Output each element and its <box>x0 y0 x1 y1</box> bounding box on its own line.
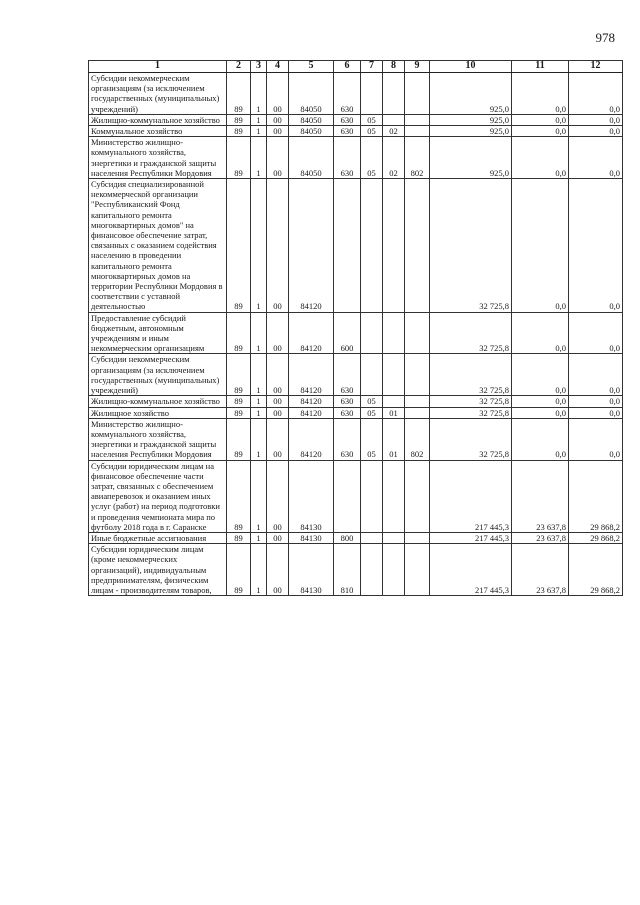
cell-col-10: 32 725,8 <box>430 312 512 354</box>
cell-col-10: 925,0 <box>430 73 512 115</box>
cell-col-12: 29 868,2 <box>569 544 623 596</box>
cell-col-6 <box>334 460 361 532</box>
cell-col-5: 84120 <box>289 396 334 407</box>
table-row <box>89 544 623 596</box>
cell-col-7 <box>361 354 383 396</box>
cell-col-10: 32 725,8 <box>430 418 512 460</box>
cell-col-8 <box>383 544 405 596</box>
cell-col-7: 05 <box>361 126 383 137</box>
cell-col-12: 0,0 <box>569 179 623 313</box>
cell-col-11: 0,0 <box>512 137 569 179</box>
cell-col-5: 84120 <box>289 354 334 396</box>
table-row <box>89 126 623 137</box>
cell-col-2: 89 <box>227 312 251 354</box>
cell-col-6 <box>334 179 361 313</box>
cell-col-4: 00 <box>267 544 289 596</box>
cell-col-10: 32 725,8 <box>430 179 512 313</box>
column-header: 11 <box>512 61 569 73</box>
cell-col-10: 32 725,8 <box>430 407 512 418</box>
cell-col-8 <box>383 73 405 115</box>
cell-col-9 <box>405 532 430 543</box>
cell-col-3: 1 <box>251 532 267 543</box>
cell-col-6: 630 <box>334 137 361 179</box>
cell-col-11: 23 637,8 <box>512 544 569 596</box>
table-header-row <box>89 61 623 73</box>
cell-col-8 <box>383 396 405 407</box>
cell-col-8 <box>383 114 405 125</box>
cell-col-7: 05 <box>361 137 383 179</box>
cell-col-5: 84050 <box>289 114 334 125</box>
cell-col-10: 925,0 <box>430 137 512 179</box>
cell-col-12: 0,0 <box>569 354 623 396</box>
cell-col-12: 29 868,2 <box>569 532 623 543</box>
cell-col-7 <box>361 73 383 115</box>
cell-col-11: 0,0 <box>512 354 569 396</box>
cell-col-9 <box>405 312 430 354</box>
cell-col-2: 89 <box>227 137 251 179</box>
table-row <box>89 179 623 313</box>
cell-col-9 <box>405 73 430 115</box>
cell-col-7 <box>361 460 383 532</box>
cell-col-9 <box>405 179 430 313</box>
column-header: 10 <box>430 61 512 73</box>
page-number: 978 <box>595 30 615 45</box>
cell-col-2: 89 <box>227 114 251 125</box>
row-name-cell: Субсидии некоммерческим организациям (за исключением государственных (муниципальных) учреждений) <box>89 354 227 396</box>
cell-col-11: 0,0 <box>512 126 569 137</box>
cell-col-5: 84120 <box>289 179 334 313</box>
cell-col-2: 89 <box>227 418 251 460</box>
cell-col-2: 89 <box>227 532 251 543</box>
cell-col-4: 00 <box>267 460 289 532</box>
cell-col-3: 1 <box>251 312 267 354</box>
cell-col-8 <box>383 460 405 532</box>
cell-col-8 <box>383 354 405 396</box>
cell-col-4: 00 <box>267 354 289 396</box>
cell-col-3: 1 <box>251 407 267 418</box>
table-row <box>89 114 623 125</box>
cell-col-6: 630 <box>334 396 361 407</box>
cell-col-3: 1 <box>251 354 267 396</box>
row-name-cell: Министерство жилищно-коммунального хозяйства, энергетики и гражданской защиты населения Республики Мордовия <box>89 137 227 179</box>
cell-col-8: 02 <box>383 126 405 137</box>
cell-col-10: 217 445,3 <box>430 544 512 596</box>
cell-col-8 <box>383 179 405 313</box>
row-name-cell: Субсидии юридическим лицам на финансовое обеспечение части затрат, связанных с обеспечением авиаперевозок и оказанием иных услуг (работ) на период подготовки и проведения чемпионата мира по футболу 2018 года в г. Саранске <box>89 460 227 532</box>
cell-col-9 <box>405 460 430 532</box>
cell-col-7: 05 <box>361 114 383 125</box>
row-name-cell: Министерство жилищно-коммунального хозяйства, энергетики и гражданской защиты населения Республики Мордовия <box>89 418 227 460</box>
table-row <box>89 460 623 532</box>
cell-col-9 <box>405 544 430 596</box>
cell-col-4: 00 <box>267 396 289 407</box>
cell-col-3: 1 <box>251 418 267 460</box>
cell-col-6: 630 <box>334 126 361 137</box>
cell-col-4: 00 <box>267 532 289 543</box>
table-row <box>89 137 623 179</box>
row-name-cell: Жилищно-коммунальное хозяйство <box>89 114 227 125</box>
cell-col-11: 0,0 <box>512 73 569 115</box>
cell-col-7 <box>361 544 383 596</box>
budget-table-body <box>89 61 623 596</box>
cell-col-4: 00 <box>267 407 289 418</box>
cell-col-8 <box>383 312 405 354</box>
cell-col-5: 84130 <box>289 544 334 596</box>
row-name-cell: Жилищно-коммунальное хозяйство <box>89 396 227 407</box>
cell-col-2: 89 <box>227 396 251 407</box>
cell-col-4: 00 <box>267 126 289 137</box>
row-name-cell: Иные бюджетные ассигнования <box>89 532 227 543</box>
cell-col-10: 32 725,8 <box>430 396 512 407</box>
cell-col-5: 84130 <box>289 532 334 543</box>
cell-col-2: 89 <box>227 354 251 396</box>
table-row <box>89 354 623 396</box>
cell-col-3: 1 <box>251 73 267 115</box>
cell-col-9 <box>405 354 430 396</box>
cell-col-4: 00 <box>267 418 289 460</box>
cell-col-11: 23 637,8 <box>512 460 569 532</box>
column-header: 6 <box>334 61 361 73</box>
row-name-cell: Предоставление субсидий бюджетным, автономным учреждениям и иным некоммерческим организациям <box>89 312 227 354</box>
table-row <box>89 396 623 407</box>
cell-col-7 <box>361 312 383 354</box>
row-name-cell: Коммунальное хозяйство <box>89 126 227 137</box>
budget-table <box>88 60 623 596</box>
cell-col-10: 217 445,3 <box>430 532 512 543</box>
cell-col-5: 84120 <box>289 312 334 354</box>
cell-col-12: 0,0 <box>569 407 623 418</box>
cell-col-11: 0,0 <box>512 179 569 313</box>
row-name-cell: Субсидии некоммерческим организациям (за исключением государственных (муниципальных) учреждений) <box>89 73 227 115</box>
table-row <box>89 312 623 354</box>
cell-col-4: 00 <box>267 179 289 313</box>
cell-col-9 <box>405 126 430 137</box>
cell-col-6: 630 <box>334 407 361 418</box>
cell-col-5: 84130 <box>289 460 334 532</box>
cell-col-8 <box>383 532 405 543</box>
row-name-cell: Субсидия специализированной некоммерческой организации "Республиканский Фонд капитального ремонта многоквартирных домов" на финансовое обеспечение затрат, связанных с оказанием содействия населению в проведении капитального ремонта многоквартирных домов на территории Республики Мордовия в соответствии с уставной деятельностью <box>89 179 227 313</box>
cell-col-5: 84050 <box>289 126 334 137</box>
table-row <box>89 407 623 418</box>
cell-col-12: 0,0 <box>569 114 623 125</box>
cell-col-11: 0,0 <box>512 396 569 407</box>
cell-col-3: 1 <box>251 544 267 596</box>
cell-col-6: 630 <box>334 114 361 125</box>
cell-col-3: 1 <box>251 460 267 532</box>
cell-col-11: 23 637,8 <box>512 532 569 543</box>
cell-col-12: 0,0 <box>569 73 623 115</box>
column-header: 9 <box>405 61 430 73</box>
cell-col-6: 600 <box>334 312 361 354</box>
cell-col-9 <box>405 407 430 418</box>
row-name-cell: Жилищное хозяйство <box>89 407 227 418</box>
cell-col-9: 802 <box>405 137 430 179</box>
cell-col-2: 89 <box>227 179 251 313</box>
cell-col-7 <box>361 179 383 313</box>
cell-col-12: 0,0 <box>569 126 623 137</box>
cell-col-10: 32 725,8 <box>430 354 512 396</box>
cell-col-6: 630 <box>334 354 361 396</box>
cell-col-5: 84120 <box>289 407 334 418</box>
cell-col-2: 89 <box>227 407 251 418</box>
cell-col-3: 1 <box>251 126 267 137</box>
cell-col-5: 84050 <box>289 137 334 179</box>
cell-col-2: 89 <box>227 460 251 532</box>
cell-col-11: 0,0 <box>512 407 569 418</box>
cell-col-4: 00 <box>267 312 289 354</box>
cell-col-9 <box>405 396 430 407</box>
cell-col-2: 89 <box>227 73 251 115</box>
cell-col-5: 84120 <box>289 418 334 460</box>
cell-col-9 <box>405 114 430 125</box>
cell-col-11: 0,0 <box>512 418 569 460</box>
column-header: 12 <box>569 61 623 73</box>
table-row <box>89 532 623 543</box>
cell-col-5: 84050 <box>289 73 334 115</box>
cell-col-12: 0,0 <box>569 418 623 460</box>
cell-col-6: 800 <box>334 532 361 543</box>
cell-col-4: 00 <box>267 114 289 125</box>
cell-col-3: 1 <box>251 396 267 407</box>
cell-col-11: 0,0 <box>512 114 569 125</box>
cell-col-7 <box>361 532 383 543</box>
cell-col-6: 630 <box>334 418 361 460</box>
cell-col-6: 810 <box>334 544 361 596</box>
cell-col-2: 89 <box>227 544 251 596</box>
column-header: 5 <box>289 61 334 73</box>
cell-col-7: 05 <box>361 396 383 407</box>
cell-col-12: 29 868,2 <box>569 460 623 532</box>
cell-col-12: 0,0 <box>569 312 623 354</box>
table-row <box>89 418 623 460</box>
cell-col-4: 00 <box>267 73 289 115</box>
cell-col-7: 05 <box>361 418 383 460</box>
cell-col-12: 0,0 <box>569 396 623 407</box>
cell-col-10: 925,0 <box>430 126 512 137</box>
cell-col-8: 02 <box>383 137 405 179</box>
row-name-cell: Субсидии юридическим лицам (кроме некоммерческих организаций), индивидуальным предпринимателям, физическим лицам - производителям товаров, <box>89 544 227 596</box>
cell-col-4: 00 <box>267 137 289 179</box>
cell-col-3: 1 <box>251 179 267 313</box>
cell-col-3: 1 <box>251 137 267 179</box>
cell-col-6: 630 <box>334 73 361 115</box>
column-header: 1 <box>89 61 227 73</box>
cell-col-2: 89 <box>227 126 251 137</box>
column-header: 3 <box>251 61 267 73</box>
column-header: 7 <box>361 61 383 73</box>
cell-col-10: 925,0 <box>430 114 512 125</box>
cell-col-9: 802 <box>405 418 430 460</box>
cell-col-11: 0,0 <box>512 312 569 354</box>
cell-col-7: 05 <box>361 407 383 418</box>
cell-col-8: 01 <box>383 407 405 418</box>
cell-col-10: 217 445,3 <box>430 460 512 532</box>
cell-col-3: 1 <box>251 114 267 125</box>
cell-col-8: 01 <box>383 418 405 460</box>
column-header: 4 <box>267 61 289 73</box>
column-header: 2 <box>227 61 251 73</box>
cell-col-12: 0,0 <box>569 137 623 179</box>
table-row <box>89 73 623 115</box>
column-header: 8 <box>383 61 405 73</box>
